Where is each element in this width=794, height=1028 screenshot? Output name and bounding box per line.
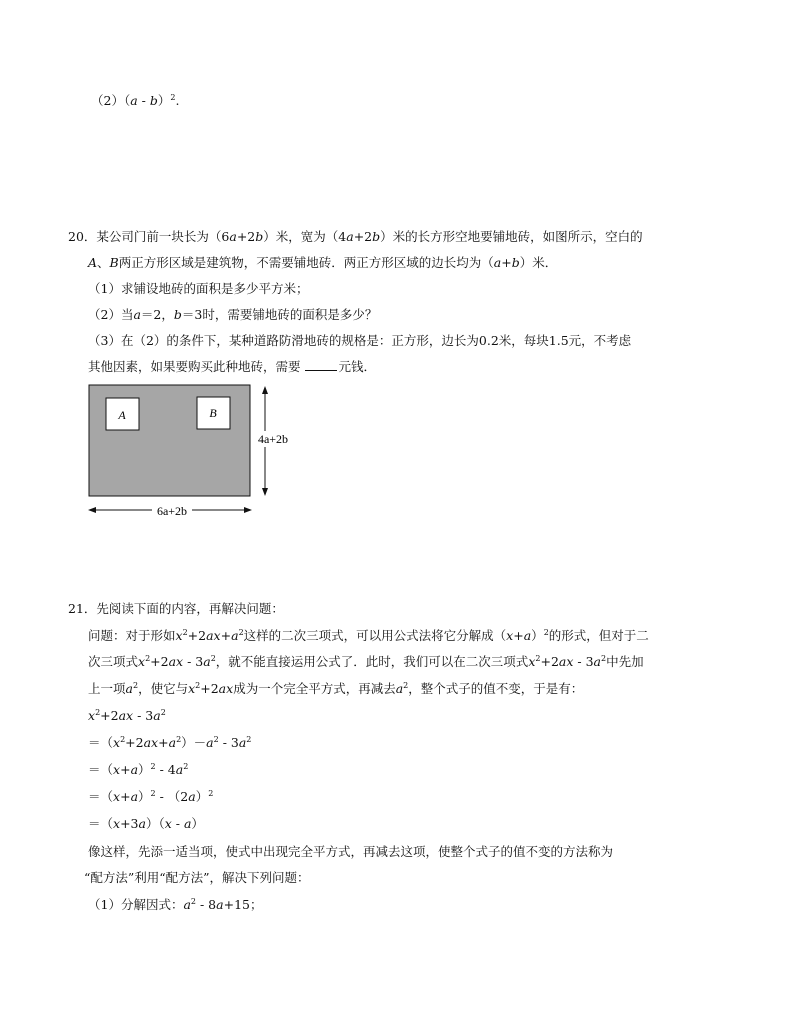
var: a [130,93,138,108]
var: x [188,681,196,696]
q21-line1: 21．先阅读下面的内容，再解决问题： [68,601,284,616]
text: +2 [353,229,373,244]
text: + [220,628,232,643]
var: b [255,229,264,244]
text: ）米，宽为（4 [263,229,347,244]
text: 这样的二次三项式，可以用公式法将它分解成（ [243,628,507,643]
arrowhead-left [88,507,96,513]
text: 的形式，但对于二 [548,628,649,643]
text: - 8 [196,897,217,912]
q21-part1 [88,896,262,914]
text: +3 [120,816,139,831]
text: - 3 [573,654,594,669]
var: b [173,307,182,322]
q21-line2 [88,627,649,645]
text: - [171,816,184,831]
text: + [501,255,512,270]
var: a [593,654,601,669]
exponent: 2 [543,628,549,637]
var: a [229,229,237,244]
var: ax [218,681,234,696]
text: + [120,762,131,777]
var: a [206,735,214,750]
exponent: 2 [145,654,151,663]
text: ＝3时，需要铺地砖的面积是多少？ [181,307,378,322]
var: B [109,255,119,270]
var: x [528,654,536,669]
q20-part3: （3）在（2）的条件下，某种道路防滑地砖的规格是：正方形，边长为0.2米，每块1.5元，不考虑 [88,333,632,348]
var: x [164,816,172,831]
text: （1）分解因式： [88,897,184,912]
exponent: 2 [238,628,244,637]
exponent: 2 [95,708,101,717]
text: ） [191,816,204,831]
derivation-step-4 [88,788,213,806]
var: x [175,628,183,643]
answer-blank [305,358,337,371]
var: a [493,255,502,270]
var: a [168,735,177,750]
arrowhead-right [244,507,252,513]
label-a: A [118,408,126,422]
q19-part2 [91,92,179,110]
var: a [203,654,211,669]
arrowhead-up [262,386,268,394]
text: +2 [150,654,169,669]
text: ＝2， [140,307,174,322]
exponent: 2 [120,735,126,744]
var: a [346,229,354,244]
text: - 3 [183,654,204,669]
var: a [138,816,146,831]
text: ） [531,628,544,643]
q20-figure [84,378,289,520]
text: 、 [97,255,110,270]
derivation-step-3 [88,761,188,779]
text: + [120,789,131,804]
var: a [231,628,239,643]
var: x [113,789,121,804]
text: 上一项 [88,681,126,696]
exponent: 2 [195,681,201,690]
text: ＝（ [88,762,114,777]
text: + [513,628,524,643]
text: ，就不能直接运用公式了．此时，我们可以在二次三项式 [215,654,529,669]
exponent: 2 [403,681,409,690]
var: A [88,255,98,270]
punct: . [175,93,180,108]
q21-line4 [88,680,583,698]
derivation-step-1 [88,707,166,725]
exponent: 2 [132,681,139,690]
var: a [130,762,139,777]
exponent: 2 [210,654,216,663]
var: a [153,708,161,723]
text: ，整个式子的值不变，于是有： [408,681,584,696]
text: - 3 [133,708,154,723]
q21-line5: 像这样，先添一适当项，使式中出现完全平方式，再减去这项，使整个式子的值不变的方法称为 [88,844,614,859]
text: + [158,735,169,750]
exponent: 2 [208,789,214,798]
paren: （ [123,93,131,108]
var: x [138,654,146,669]
var: a [238,735,247,750]
q20-line2 [88,254,557,272]
text: +2 [540,654,559,669]
var: x [113,816,121,831]
label-b: B [209,406,217,420]
exponent: 2 [160,708,166,717]
text: 元钱． [338,359,376,374]
text: ＝（ [88,789,114,804]
var: a [175,762,184,777]
exponent: 2 [176,735,182,744]
var: ax [558,654,574,669]
width-label: 6a+2b [156,504,188,518]
text: ） [195,789,209,804]
text: ）（ [145,816,165,831]
height-label: 4a+2b [257,432,289,446]
var: a [133,307,141,322]
var: a [125,681,133,696]
var: ax [118,708,134,723]
text: +2 [187,628,207,643]
q20-line1 [68,228,643,246]
text: ） [138,789,151,804]
text: 两正方形区域是建筑物，不需要铺地砖．两正方形区域的边长均为（ [118,255,494,270]
var: b [149,93,158,108]
text: ）米的长方形空地要铺地砖，如图所示，空白的 [380,229,643,244]
text: ＝（ [88,735,114,750]
text: - 3 [218,735,239,750]
text: 中先加 [606,654,644,669]
var: b [511,255,520,270]
var: a [523,628,532,643]
text: ，使它与 [138,681,189,696]
q20-part3-cont [88,358,376,376]
text: +2 [125,735,144,750]
text: +15； [223,897,263,912]
text: - 4 [155,762,176,777]
text: （2）当 [88,307,134,322]
text: +2 [200,681,219,696]
var: a [183,897,191,912]
exponent: 2 [150,789,156,798]
var: x [113,762,121,777]
exponent: 2 [213,735,219,744]
text: ） [138,762,151,777]
arrowhead-down [262,488,268,496]
var: a [395,681,404,696]
q21-line3 [88,653,644,671]
var: x [506,628,514,643]
var: a [188,789,196,804]
q20-part2 [88,306,377,324]
text: ）米． [519,255,558,270]
text: +2 [236,229,256,244]
q21-line6: “配方法”利用“配方法”，解决下列问题： [84,870,310,885]
derivation-step-2 [88,734,251,752]
var: ax [206,628,221,643]
var: a [216,897,224,912]
var: b [372,229,381,244]
text: 20．某公司门前一块长为（6 [68,229,230,244]
var: ax [168,654,184,669]
exponent: 2 [150,762,156,771]
exponent: 2 [535,654,541,663]
var: ax [143,735,159,750]
text: +2 [100,708,119,723]
exponent: 2 [182,628,188,637]
text: ＝（ [88,816,114,831]
var: a [130,789,139,804]
exponent: 2 [601,654,607,663]
exponent: 2 [170,93,176,102]
derivation-step-5 [88,815,204,833]
paren: ） [157,93,171,108]
exponent: 2 [183,762,189,771]
var: x [88,708,96,723]
text: 其他因素，如果要购买此种地砖，需要 [88,359,305,374]
text: ）－ [181,735,207,750]
q20-part1: （1）求铺设地砖的面积是多少平方米； [88,281,309,296]
var: a [183,816,192,831]
exponent: 2 [190,897,197,906]
text: - （2 [155,789,189,804]
var: x [113,735,121,750]
text: 次三项式 [88,654,139,669]
text: 问题：对于形如 [88,628,176,643]
exponent: 2 [246,735,252,744]
text: 成为一个完全平方式，再减去 [233,681,396,696]
q19-part2-label: （2） [91,93,124,108]
op: - [137,93,150,108]
